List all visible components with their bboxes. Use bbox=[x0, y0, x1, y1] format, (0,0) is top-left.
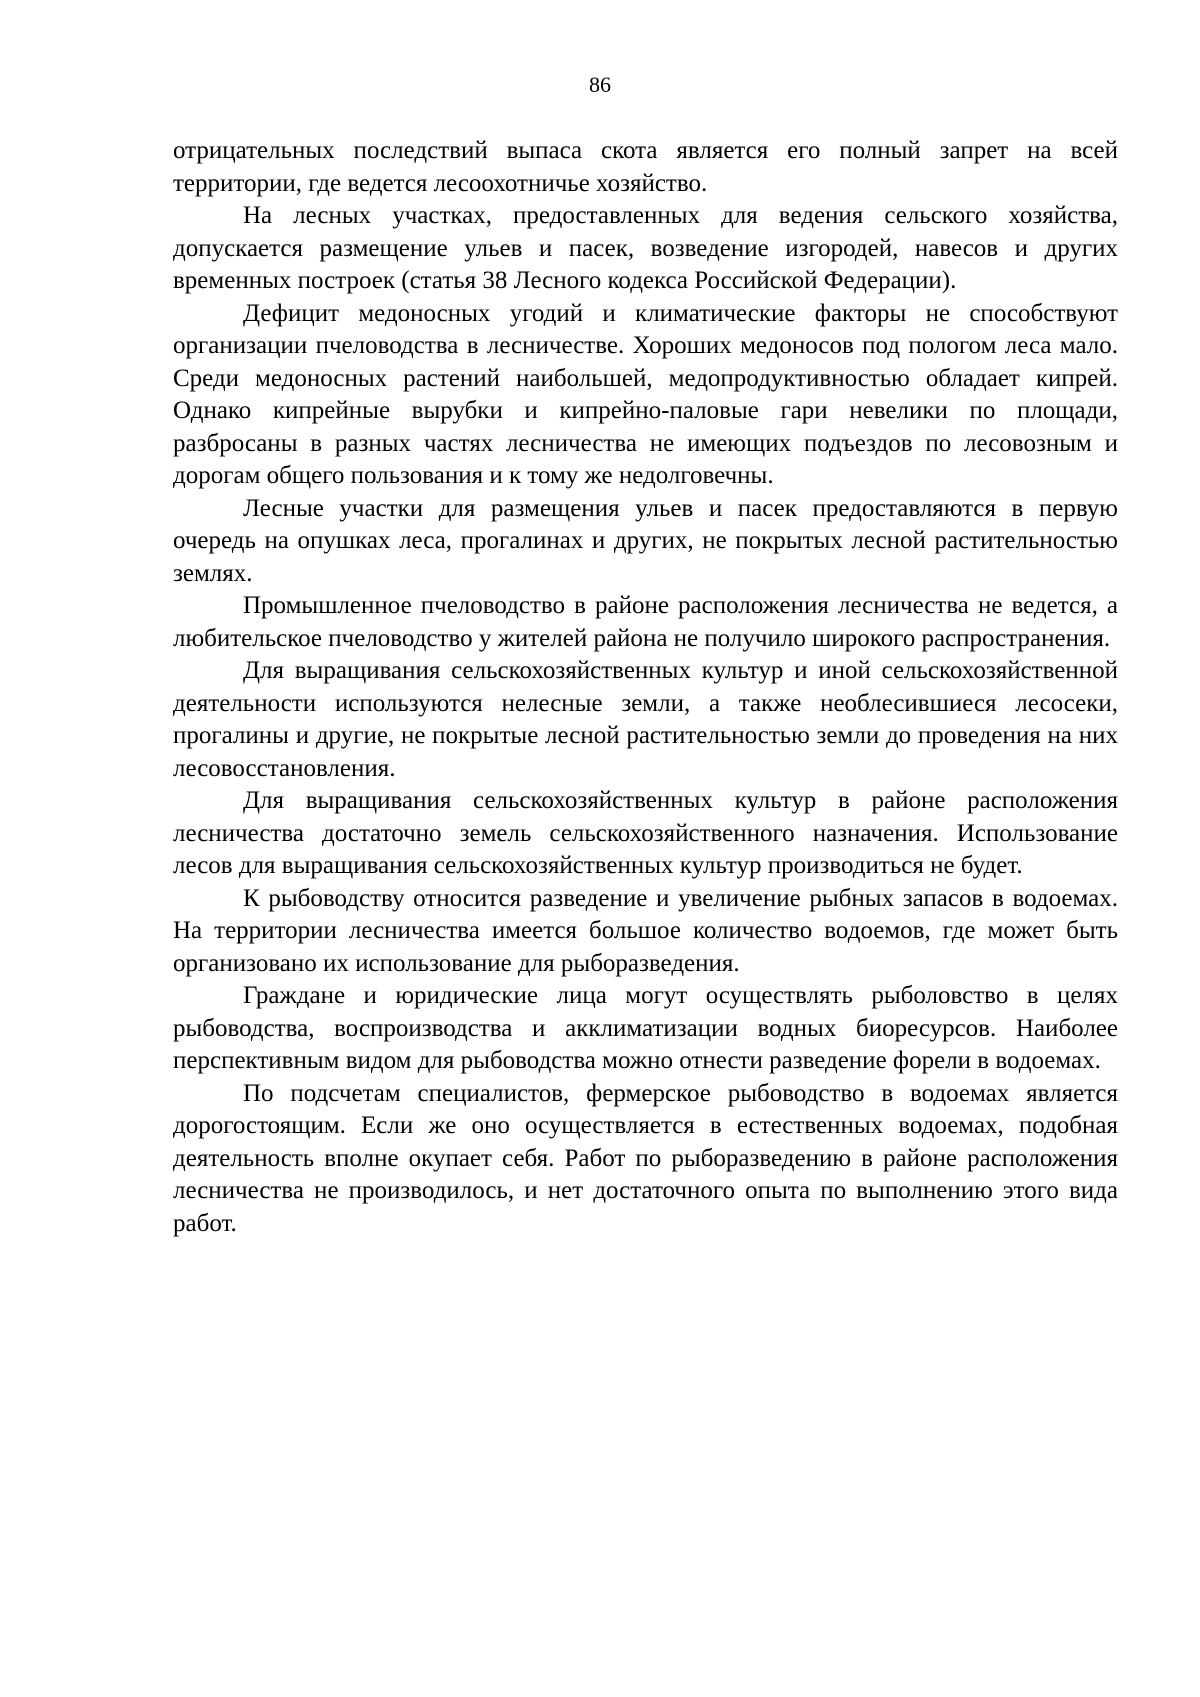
paragraph: Лесные участки для размещения ульев и пасек предоставляются в первую очередь на опушках леса, прогалинах и других, не покрытых лесной растительностью землях. bbox=[173, 494, 1118, 587]
document-body bbox=[173, 135, 1118, 1240]
paragraph: Дефицит медоносных угодий и климатические факторы не способствуют организации пчеловодства в лесничестве. Хороших медоносов под пологом леса мало. Среди медоносных растений наибольшей, медопродуктивностью обладает кипрей. Однако кипрейные вырубки и кипрейно-паловые гари невелики по площади, разбросаны в разных частях лесничества не имеющих подъездов по лесовозным и дорогам общего пользования и к тому же недолговечны. bbox=[173, 299, 1118, 489]
paragraph: Для выращивания сельскохозяйственных культур в районе расположения лесничества достаточно земель сельскохозяйственного назначения. Использование лесов для выращивания сельскохозяйственных культур производиться не будет. bbox=[173, 787, 1118, 879]
paragraph: К рыбоводству относится разведение и увеличение рыбных запасов в водоемах. На территории лесничества имеется большое количество водоемов, где может быть организовано их использование для рыборазведения. bbox=[173, 884, 1118, 977]
paragraph: На лесных участках, предоставленных для ведения сельского хозяйства, допускается размещение ульев и пасек, возведение изгородей, навесов и других временных построек (статья 38 Лесного кодекса Российской Федерации). bbox=[173, 202, 1118, 294]
paragraph: Промышленное пчеловодство в районе расположения лесничества не ведется, а любительское пчеловодство у жителей района не получило широкого распространения. bbox=[173, 592, 1118, 652]
paragraph: По подсчетам специалистов, фермерское рыбоводство в водоемах является дорогостоящим. Если же оно осуществляется в естественных водоемах, подобная деятельность вполне окупает себя. Работ по рыборазведению в районе расположения лесничества не производилось, и нет достаточного опыта по выполнению этого вида работ. bbox=[173, 1079, 1118, 1237]
paragraph: отрицательных последствий выпаса скота является его полный запрет на всей территории, где ведется лесоохотничье хозяйство. bbox=[173, 137, 1118, 197]
paragraph: Для выращивания сельскохозяйственных культур и иной сельскохозяйственной деятельности используются нелесные земли, а также необлесившиеся лесосеки, прогалины и другие, не покрытые лесной растительностью земли до проведения на них лесовосстановления. bbox=[173, 657, 1118, 782]
paragraph: Граждане и юридические лица могут осуществлять рыболовство в целях рыбоводства, воспроизводства и акклиматизации водных биоресурсов. Наиболее перспективным видом для рыбоводства можно отнести разведение форели в водоемах. bbox=[173, 982, 1118, 1074]
page-number: 86 bbox=[589, 72, 611, 97]
